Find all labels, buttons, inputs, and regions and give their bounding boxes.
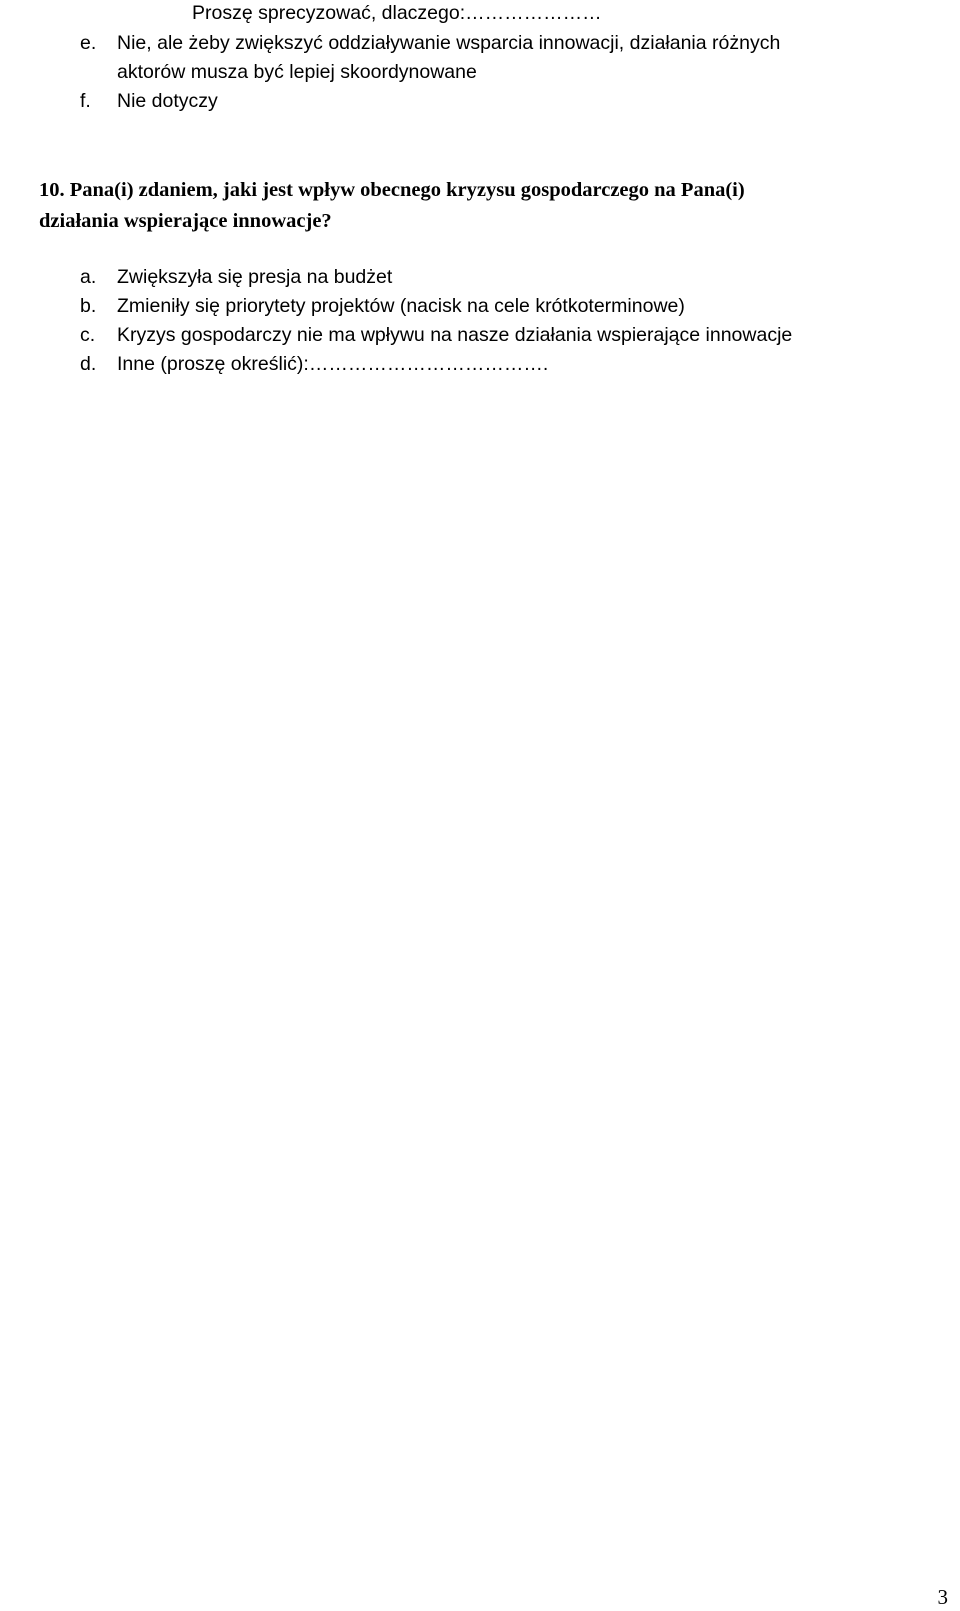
option-c-text: Kryzys gospodarczy nie ma wpływu na nasze działania wspierające innowacje — [117, 324, 793, 346]
option-e — [80, 34, 780, 54]
option-f — [80, 92, 218, 112]
specify-reason-line — [192, 4, 602, 24]
option-c-marker: c. — [80, 324, 96, 346]
question-10-option-c — [80, 326, 792, 346]
option-e-text-line2: aktorów musza być lepiej skoordynowane — [117, 61, 477, 83]
question-10-text-line2: działania wspierające innowacje? — [39, 210, 332, 232]
option-b-text: Zmieniły się priorytety projektów (nacisk na cele krótkoterminowe) — [117, 295, 685, 317]
option-b-marker: b. — [80, 295, 97, 317]
specify-reason-text: Proszę sprecyzować, dlaczego:………………… — [192, 2, 602, 24]
question-10-heading-line1 — [39, 180, 745, 201]
question-10-option-a — [80, 268, 392, 288]
option-e-text-line1: Nie, ale żeby zwiększyć oddziaływanie wsparcia innowacji, działania różnych — [117, 32, 781, 54]
question-10-heading-line2 — [39, 211, 332, 232]
option-f-text: Nie dotyczy — [117, 90, 218, 112]
question-10-option-b — [80, 297, 685, 317]
option-f-marker: f. — [80, 90, 91, 112]
option-a-text: Zwiększyła się presja na budżet — [117, 266, 393, 288]
question-10-text-line1: 10. Pana(i) zdaniem, jaki jest wpływ obecnego kryzysu gospodarczego na Pana(i) — [39, 179, 745, 201]
option-a-marker: a. — [80, 266, 97, 288]
option-e-marker: e. — [80, 32, 97, 54]
option-d-text: Inne (proszę określić):………………………………. — [117, 353, 549, 375]
question-10-option-d — [80, 355, 548, 375]
page-number: 3 — [937, 1585, 948, 1609]
option-d-marker: d. — [80, 353, 97, 375]
option-e-continuation — [117, 63, 477, 83]
